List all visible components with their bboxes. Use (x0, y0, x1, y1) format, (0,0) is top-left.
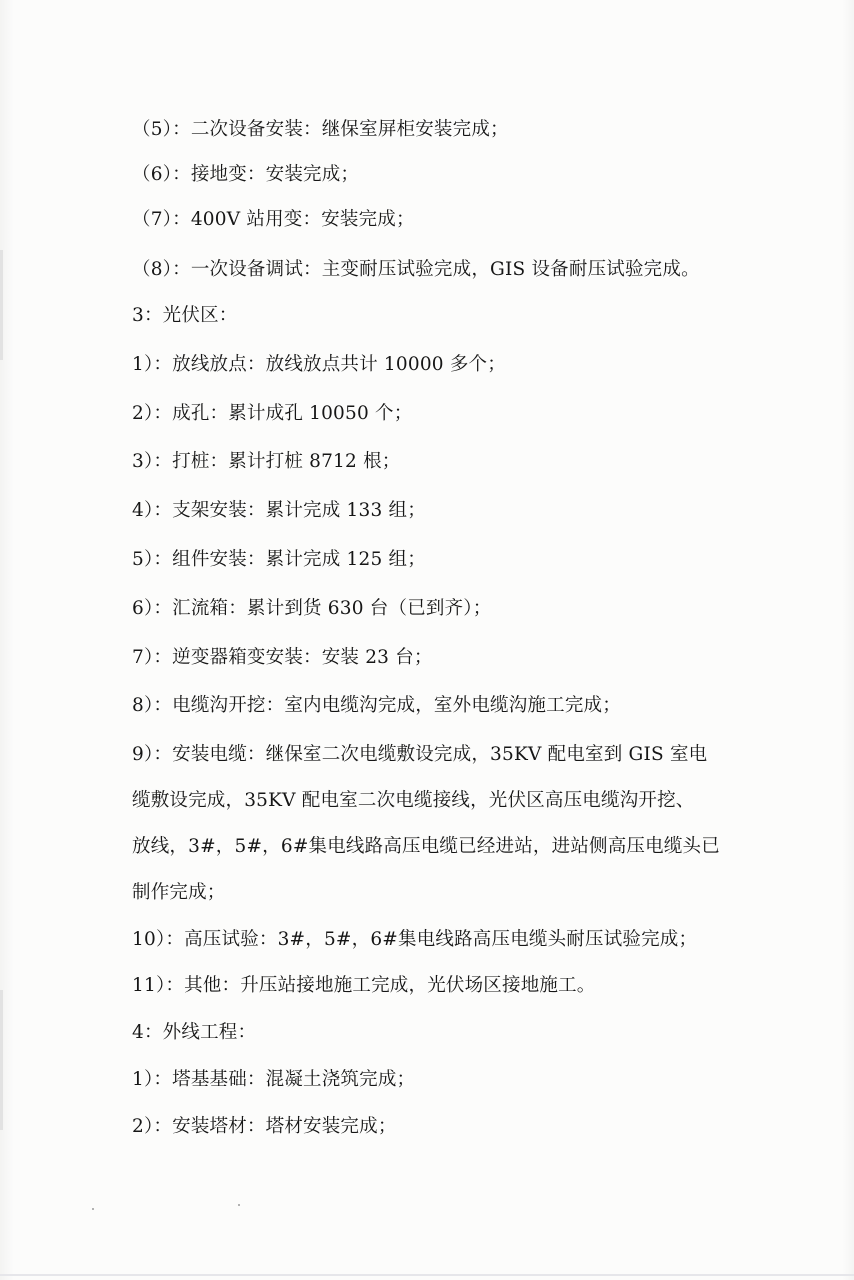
text-line-pv-item-9-cont-2: 放线，3#，5#，6#集电线路高压电缆已经进站，进站侧高压电缆头已 (132, 836, 720, 857)
text-line-pv-item-11: 11）：其他：升压站接地施工完成，光伏场区接地施工。 (132, 975, 596, 996)
text-line-pv-item-2: 2）：成孔：累计成孔 10050 个； (132, 403, 413, 424)
text-line-pv-item-8: 8）：电缆沟开挖：室内电缆沟完成，室外电缆沟施工完成； (132, 695, 621, 716)
section-heading-external-line: 4：外线工程： (132, 1022, 257, 1043)
text-line-substation-item-7: （7）：400V 站用变：安装完成； (132, 209, 415, 230)
text-line-substation-item-6: （6）：接地变：安装完成； (132, 164, 360, 185)
text-line-pv-item-10: 10）：高压试验：3#，5#，6#集电线路高压电缆头耐压试验完成； (132, 929, 698, 950)
scan-edge-shadow (0, 250, 3, 360)
text-line-pv-item-9-cont-1: 缆敷设完成，35KV 配电室二次电缆接线，光伏区高压电缆沟开挖、 (132, 790, 695, 811)
scan-speck (238, 1204, 240, 1206)
section-heading-pv-area: 3：光伏区： (132, 305, 238, 326)
text-line-pv-item-1: 1）：放线放点：放线放点共计 10000 多个； (132, 354, 506, 375)
text-line-external-item-1: 1）：塔基基础：混凝土浇筑完成； (132, 1069, 416, 1090)
text-line-pv-item-7: 7）：逆变器箱变安装：安装 23 台； (132, 647, 433, 668)
text-line-pv-item-4: 4）：支架安装：累计完成 133 组； (132, 500, 426, 521)
text-line-pv-item-3: 3）：打桩：累计打桩 8712 根； (132, 451, 401, 472)
scan-speck-left (92, 1208, 94, 1210)
text-line-external-item-2: 2）：安装塔材：塔材安装完成； (132, 1116, 397, 1137)
text-line-pv-item-9: 9）：安装电缆：继保室二次电缆敷设完成，35KV 配电室到 GIS 室电 (132, 744, 708, 765)
text-line-pv-item-9-cont-3: 制作完成； (132, 882, 226, 903)
scan-bottom-edge (0, 1274, 854, 1276)
text-line-pv-item-5: 5）：组件安装：累计完成 125 组； (132, 549, 426, 570)
text-line-pv-item-6: 6）：汇流箱：累计到货 630 台（已到齐）； (132, 598, 492, 619)
text-line-substation-item-5: （5）：二次设备安装：继保室屏柜安装完成； (132, 119, 509, 140)
text-line-substation-item-8: （8）：一次设备调试：主变耐压试验完成，GIS 设备耐压试验完成。 (132, 259, 700, 280)
scan-edge-shadow-lower (0, 990, 3, 1130)
